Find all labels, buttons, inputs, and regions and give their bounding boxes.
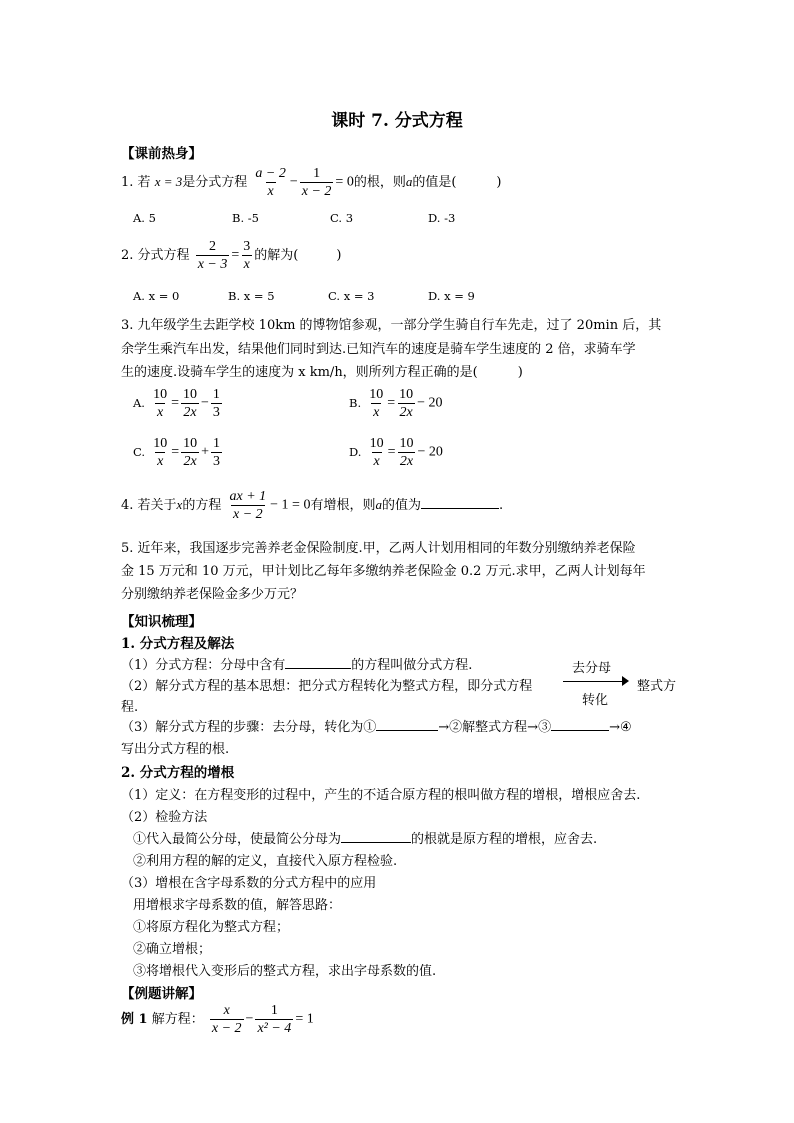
k1-2-cont: 程. [121, 700, 139, 715]
k1-1: （1）分式方程：分母中含有 的方程叫做分式方程. [121, 658, 473, 673]
q5-line-1: 5. 近年来，我国逐步完善养老金保险制度.甲，乙两人计划用相同的年数分别缴纳养老保险 [121, 541, 636, 556]
k1-3-blank-2[interactable] [551, 718, 609, 731]
q2-option-c: C. x = 3 [328, 289, 375, 303]
k1-3-blank-1[interactable] [376, 718, 438, 731]
k2-3b: ①将原方程化为整式方程； [133, 920, 290, 935]
k1-2-end: 整式方 [637, 679, 677, 694]
k1-3-cont: 写出分式方程的根. [121, 742, 230, 757]
k2-2a: ①代入最简公分母，使最简公分母为 的根就是原方程的增根，应舍去. [133, 832, 598, 847]
k2-3a: 用增根求字母系数的值，解答思路： [133, 898, 342, 913]
q3-option-d: D. $\frac{10}{x}$ = $\frac{10}{2x}$ − 20 [349, 436, 443, 469]
arrow-bottom-label: 转化 [582, 693, 609, 708]
question-4: 4. 若关于x的方程 $\frac{ax + 1}{x - 2}$ − 1 = 0有增根，则a的值为 . [121, 489, 504, 522]
q4-frac: $\frac{ax + 1}{x - 2}$ [229, 489, 267, 522]
section-heading-examples: 【例题讲解】 [121, 986, 202, 1002]
q1-option-a: A. 5 [133, 211, 156, 225]
k1-3: （3）解分式方程的步骤：去分母，转化为① →②解整式方程→③ →④ [121, 720, 632, 735]
subsection-1: 1. 分式方程及解法 [121, 636, 235, 652]
k2-2c: ②利用方程的解的定义，直接代入原方程检验. [133, 854, 398, 869]
example-1-label: 例 1 [121, 1012, 148, 1027]
q2-option-d: D. x = 9 [428, 289, 475, 303]
q1-option-d: D. -3 [428, 211, 456, 225]
q2-option-a: A. x = 0 [133, 289, 180, 303]
k1-1-blank[interactable] [285, 656, 351, 669]
q1-mid: 是分式方程 [182, 175, 248, 190]
q3-option-b: B. $\frac{10}{x}$ = $\frac{10}{2x}$ − 20 [349, 387, 443, 420]
q2-frac-1: $\frac{2}{x - 3}$ [197, 239, 228, 272]
k2-2: （2）检验方法 [121, 810, 208, 825]
arrow-icon [563, 674, 629, 689]
k2-1: （1）定义：在方程变形的过程中，产生的不适合原方程的根叫做方程的增根，增根应舍去. [121, 788, 641, 803]
q1-option-c: C. 3 [330, 211, 354, 225]
q3-line-2: 余学生乘汽车出发，结果他们同时到达.已知汽车的速度是骑车学生速度的 2 倍，求骑车学 [121, 342, 636, 357]
arrow-top-label: 去分母 [572, 661, 612, 676]
q1-frac-2: $\frac{1}{x - 2}$ [301, 166, 332, 199]
q1-frac-1: $\frac{a - 2}{x}$ [255, 166, 286, 199]
subsection-2: 2. 分式方程的增根 [121, 765, 235, 781]
q3-line-1: 3. 九年级学生去距学校 10km 的博物馆参观，一部分学生骑自行车先走，过了 20min 后，其 [121, 318, 662, 333]
page-title: 课时 7. 分式方程 [331, 111, 463, 131]
q5-line-2: 金 15 万元和 10 万元，甲计划比乙每年多缴纳养老保险金 0.2 万元.求甲，乙两人计划每年 [121, 564, 646, 579]
ex1-frac-2: $\frac{1}{\text{x² − 4}}$ [257, 1003, 292, 1036]
q1-pre: 1. 若 [121, 175, 151, 190]
ex1-frac-1: $\frac{x}{x - 2}$ [211, 1003, 242, 1036]
k2-3d: ③将增根代入变形后的整式方程，求出字母系数的值. [133, 964, 437, 979]
k2-2a-blank[interactable] [341, 830, 411, 843]
q3-option-a: A. $\frac{10}{x}$ = $\frac{10}{2x}$ − $\frac{1}{3}$ [133, 387, 220, 420]
k1-2: （2）解分式方程的基本思想：把分式方程转化为整式方程，即分式方程 [121, 679, 533, 694]
section-heading-warmup: 【课前热身】 [121, 146, 202, 162]
q3-option-c: C. $\frac{10}{x}$ = $\frac{10}{2x}$ + $\frac{1}{3}$ [133, 436, 220, 469]
example-1: 例 1 解方程： $\frac{x}{x - 2}$ − $\frac{1}{\text{x² − 4}}$ = 1 [121, 1003, 314, 1036]
q1-option-b: B. -5 [232, 211, 259, 225]
q2-option-b: B. x = 5 [228, 289, 275, 303]
k2-3: （3）增根在含字母系数的分式方程中的应用 [121, 876, 377, 891]
q3-line-3: 生的速度.设骑车学生的速度为 x km/h，则所列方程正确的是( ) [121, 365, 523, 380]
q1-cond: x = 3 [154, 174, 183, 189]
q1-post: 的根，则 [353, 175, 406, 190]
q2-frac-2: $\frac{3}{x}$ [243, 239, 251, 272]
k2-3c: ②确立增根； [133, 942, 212, 957]
q4-blank[interactable] [421, 496, 499, 509]
question-2: 2. 分式方程 $\frac{2}{x - 3}$ = $\frac{3}{x}$ 的解为( ) [121, 239, 342, 272]
q5-line-3: 分别缴纳养老保险金多少万元？ [121, 587, 304, 602]
question-1: 1. 若 x = 3是分式方程 $\frac{a - 2}{x}$ − $\frac{1}{x - 2}$ = 0的根，则a的值是( ) [121, 166, 502, 199]
section-heading-knowledge: 【知识梳理】 [121, 614, 202, 630]
